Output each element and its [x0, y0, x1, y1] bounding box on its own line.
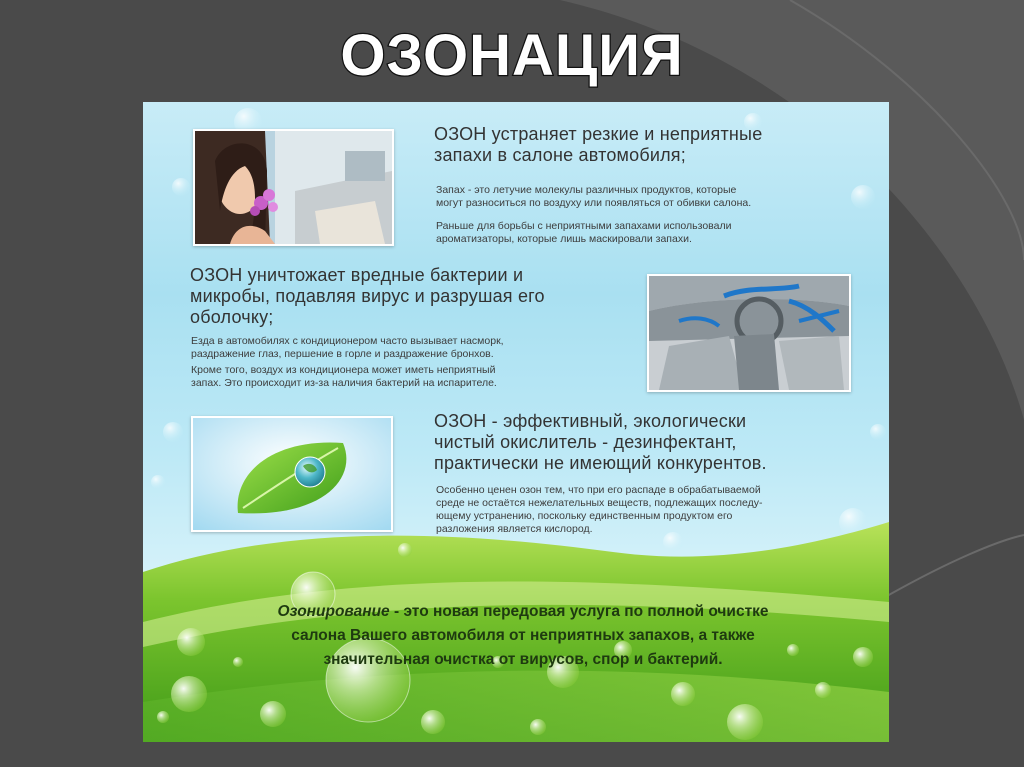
- slogan-line1-rest: - это новая передовая услуга по полной очистке: [389, 603, 769, 620]
- section1-heading: [434, 124, 864, 166]
- slide-title: ОЗОНАЦИЯ: [340, 23, 684, 88]
- section3-p1-line3: ющему устранению, поскольку единственным продуктом его: [436, 510, 733, 522]
- section1-p1-line2: могут разноситься по воздуху или появляться от обивки салона.: [436, 197, 752, 209]
- ozonation-poster: [143, 102, 889, 742]
- slogan-line2: салона Вашего автомобиля от неприятных запахов, а также: [291, 627, 755, 644]
- section2-p1-line1: Езда в автомобилях с кондиционером часто вызывает насморк,: [191, 335, 504, 347]
- section2-heading-line2: микробы, подавляя вирус и разрушая его: [190, 286, 545, 306]
- woman-flower-photo: [193, 129, 394, 246]
- slogan-line1: [173, 600, 873, 624]
- section1-paragraph2: [436, 220, 866, 246]
- section2-paragraph1: [191, 335, 641, 361]
- car-interior-ac-photo: [647, 274, 851, 392]
- ozonation-slogan: [173, 600, 873, 672]
- section2-heading: [190, 265, 640, 328]
- slogan-term: Озонирование: [277, 603, 390, 620]
- section2-heading-line1: ОЗОН уничтожает вредные бактерии и: [190, 265, 524, 285]
- section3-heading-line3: практически не имеющий конкурентов.: [434, 453, 767, 473]
- slogan-line3: значительная очистка от вирусов, спор и бактерий.: [323, 651, 723, 668]
- section1-heading-line2: запахи в салоне автомобиля;: [434, 145, 686, 165]
- section3-p1-line2: среде не остаётся нежелательных веществ, подлежащих последу-: [436, 497, 763, 509]
- section1-p2-line1: Раньше для борьбы с неприятными запахами использовали: [436, 220, 732, 232]
- section3-heading-line1: ОЗОН - эффективный, экологически: [434, 411, 747, 431]
- section2-p2-line1: Кроме того, воздух из кондиционера может иметь неприятный: [191, 364, 496, 376]
- section1-paragraph1: [436, 184, 866, 210]
- section3-p1-line1: Особенно ценен озон тем, что при его распаде в обрабатываемой: [436, 484, 761, 496]
- section1-p1-line1: Запах - это летучие молекулы различных продуктов, которые: [436, 184, 737, 196]
- section3-p1-line4: разложения является кислород.: [436, 523, 593, 535]
- section2-paragraph2: [191, 364, 641, 390]
- section1-p2-line2: ароматизаторы, которые лишь маскировали запахи.: [436, 233, 692, 245]
- section2-heading-line3: оболочку;: [190, 307, 274, 327]
- section1-heading-line1: ОЗОН устраняет резкие и неприятные: [434, 124, 763, 144]
- section3-paragraph1: [436, 484, 876, 536]
- leaf-earth-photo: [191, 416, 393, 532]
- section3-heading-line2: чистый окислитель - дезинфектант,: [434, 432, 737, 452]
- section3-heading: [434, 411, 874, 474]
- section2-p1-line2: раздражение глаз, першение в горле и раздражение бронхов.: [191, 348, 494, 360]
- section2-p2-line2: запах. Это происходит из-за наличия бактерий на испарителе.: [191, 377, 497, 389]
